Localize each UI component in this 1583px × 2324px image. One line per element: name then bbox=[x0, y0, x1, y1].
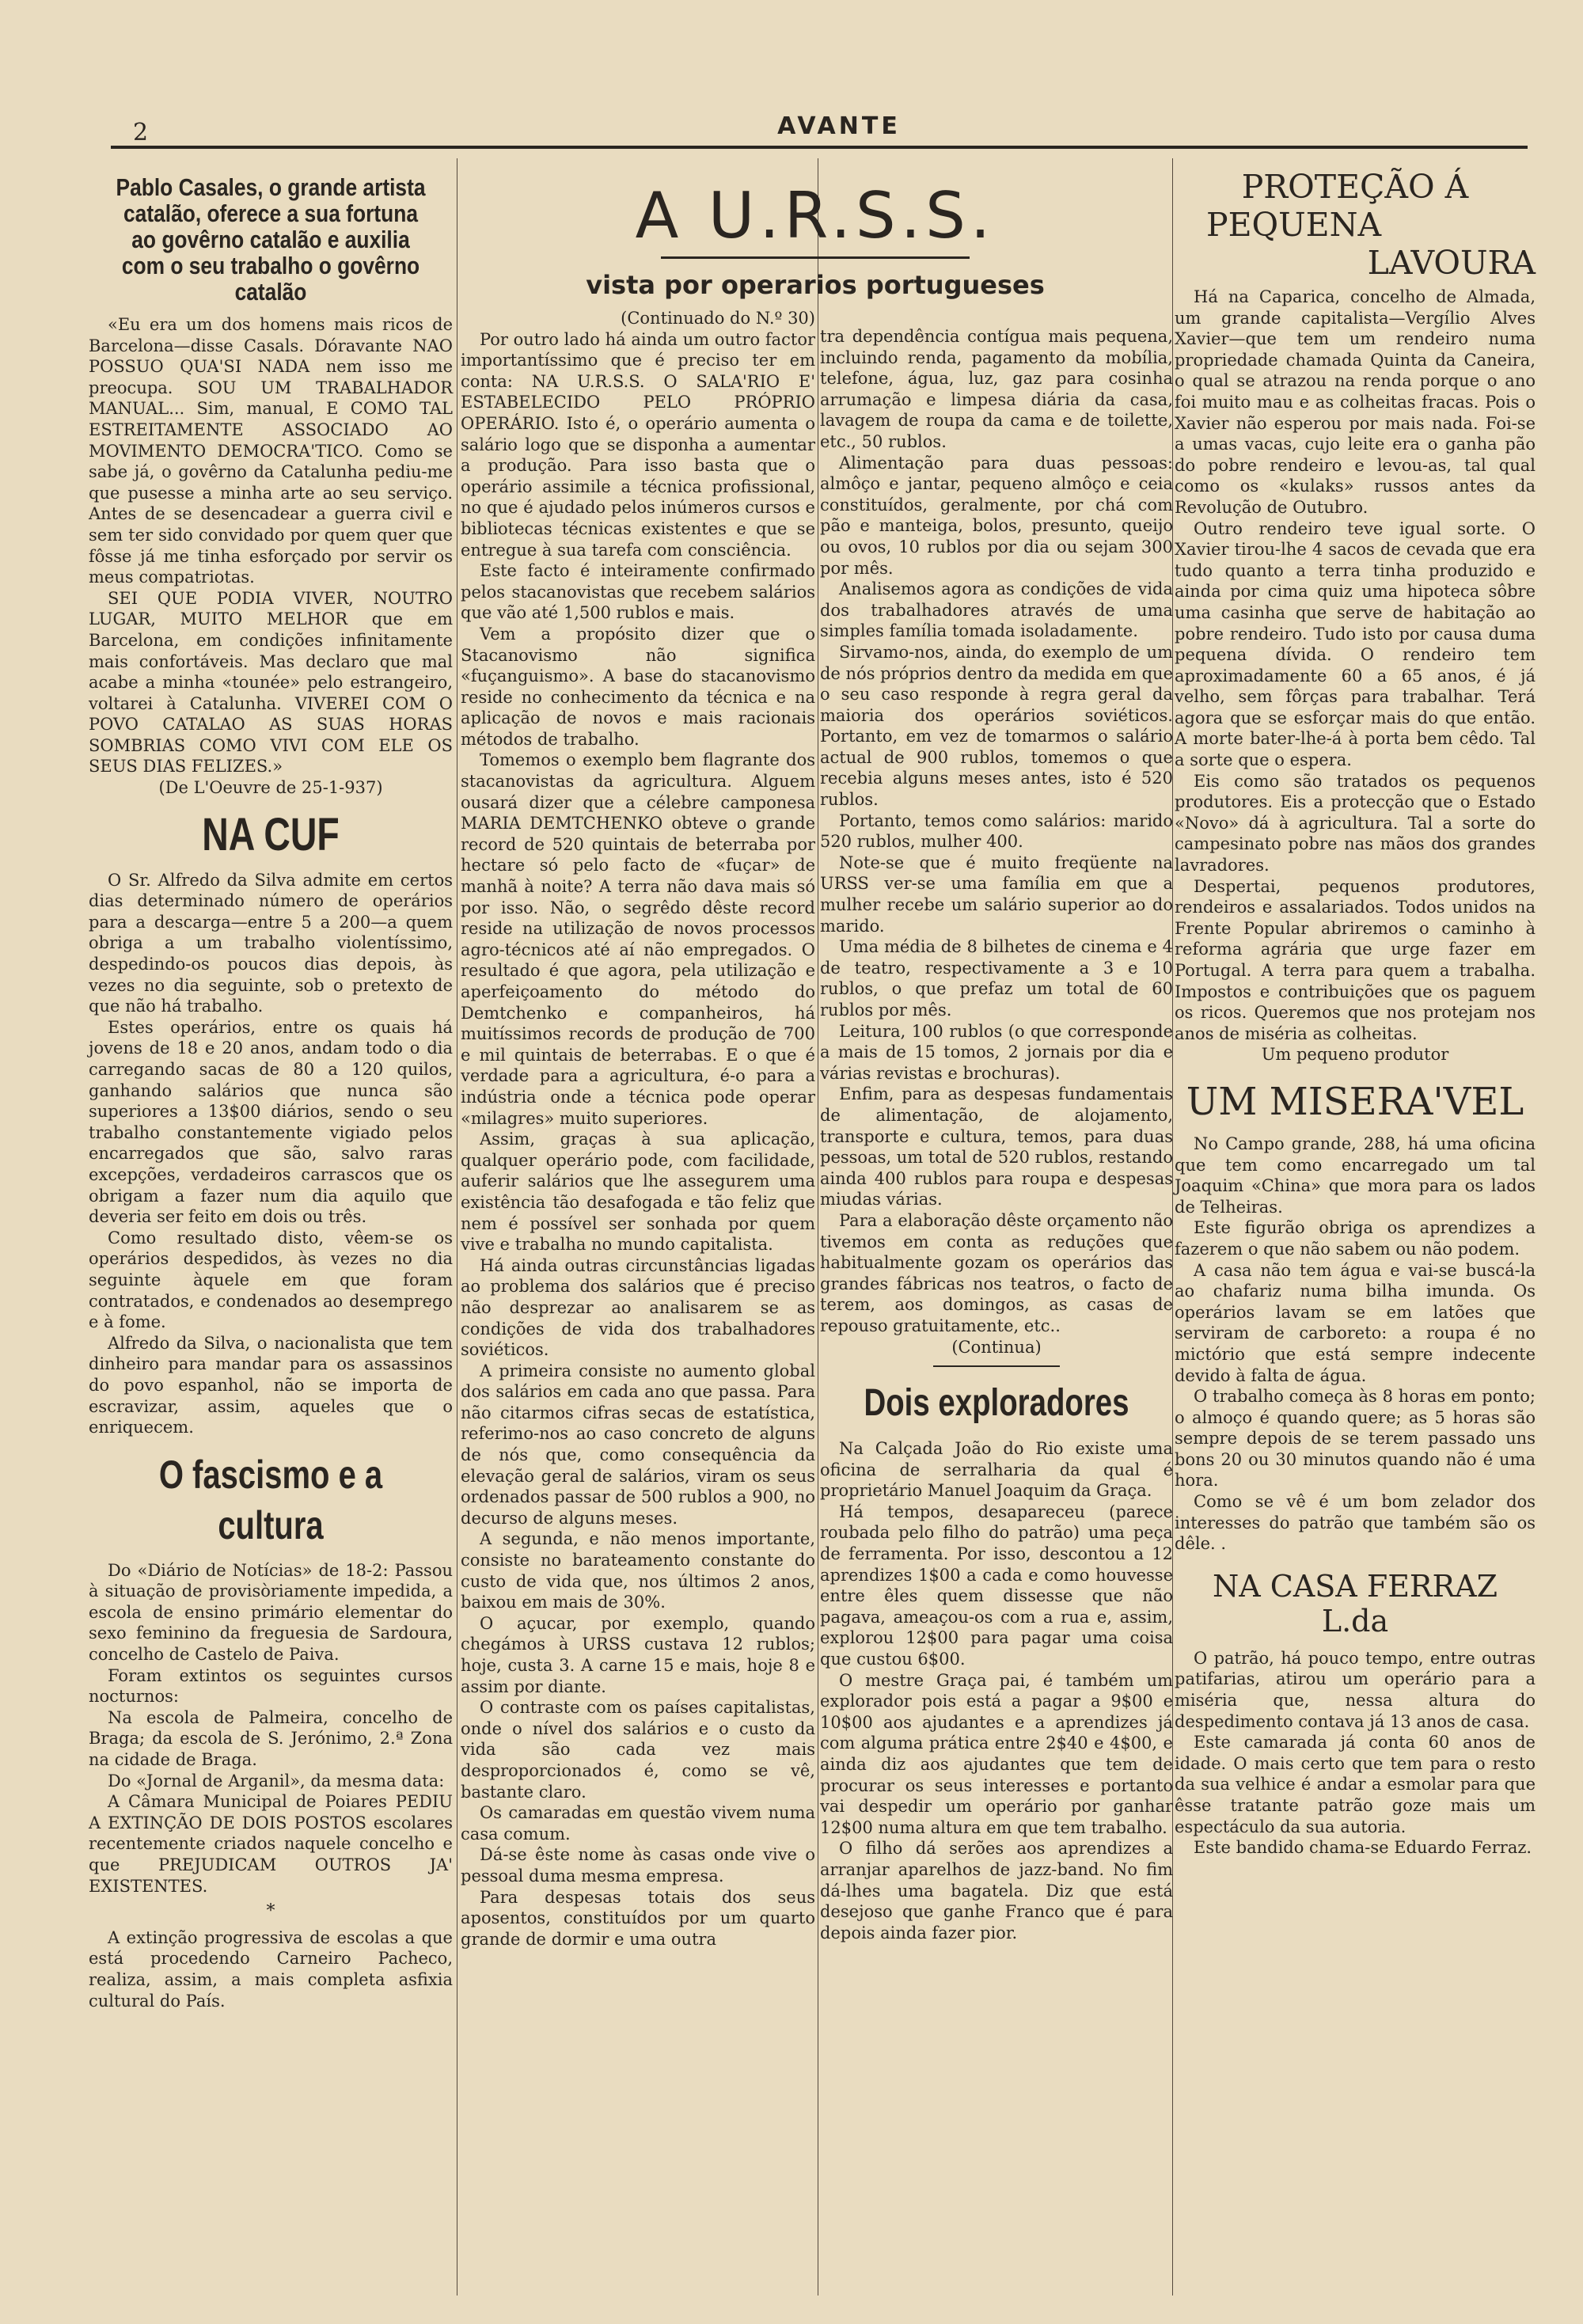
paragraph: Despertai, pequenos produtores, rendeiros e assalariados. Todos unidos na Frente Popular abriremos o caminho à reforma agrária que urge fazer em Portugal. A terra para quem a trabalha. Impostos e contribuições que os paguem os ricos. Queremos que nos protejam nos anos de miséria as colheitas. bbox=[1175, 876, 1536, 1043]
paragraph: SEI QUE PODIA VIVER, NOUTRO LUGAR, MUITO MELHOR que em Barcelona, em condições infinitamente mais confortáveis. Mas declaro que mal acabe a minha «tounée» pelo estrangeiro, voltarei à Catalunha. VIVEREI COM O POVO CATALAO AS SUAS HORAS SOMBRIAS COMO VIVI COM ELE OS SEUS DIAS FELIZES.» bbox=[89, 588, 453, 777]
paragraph: O Sr. Alfredo da Silva admite em certos dias determinado número de operários para a descarga—entre 5 a 200—a quem obriga a um trabalho violentíssimo, despedindo-os poucos dias depois, às vezes no dia seguinte, sob o pretexto de que não há trabalho. bbox=[89, 870, 453, 1016]
paragraph: Tomemos o exemplo bem flagrante dos stacanovistas da agricultura. Alguem ousará dizer que a célebre camponesa MARIA DEMTCHENKO obteve o grande record de 520 quintais de beterraba por hectare só pelo facto de «fuçar» de manhã à noite? A terra não dava mais só por isso. Não, o segrêdo dêste record reside na utilização de novos processos agro-técnicos até aí não empregados. O resultado é que agora, pela utilização e aperfeiçoamento do método do Demtchenko e companheiros, há muitíssimos records de produção de 700 e mil quintais de beterrabas. E o que é verdade para a agricultura, é-o para a indústria onde a técnica pode operar «milagres» muito superiores. bbox=[461, 750, 815, 1128]
paragraph: Há ainda outras circunstâncias ligadas ao problema dos salários que é preciso não desprezar ao analisarem se as condições de vida dos trabalhadores soviéticos. bbox=[461, 1255, 815, 1360]
paragraph: Estes operários, entre os quais há jovens de 18 e 20 anos, andam todo o dia carregando sacas de 80 a 120 quilos, ganhando salários que nunca são superiores a 13$00 diários, sendo o seu trabalho constantemente vigiado pelos encarregados que são, salvo raras excepções, verdadeiros carrascos que os obrigam a fazer num dia aquilo que deveria ser feito em dois ou três. bbox=[89, 1017, 453, 1227]
paragraph: tra dependência contígua mais pequena, incluindo renda, pagamento da mobília, telefone, água, luz, gaz para cosinha arrumação e limpesa diária da casa, lavagem de roupa da cama e de toilette, etc., 50 rublos. bbox=[820, 327, 1173, 451]
paragraph: Dá-se êste nome às casas onde vive o pessoal duma mesma empresa. bbox=[461, 1845, 815, 1885]
paragraph: A casa não tem água e vai-se buscá-la ao chafariz numa bilha imunda. Os operários lavam se em latões que serviram de carboreto: a roupa é no mictório que está sempre indecente devido à falta de água. bbox=[1175, 1260, 1536, 1385]
paragraph: Os camaradas em questão vivem numa casa comum. bbox=[461, 1803, 815, 1844]
article-headline-ferraz: NA CASA FERRAZ L.da bbox=[1212, 1568, 1498, 1639]
paragraph: Este bandido chama-se Eduardo Ferraz. bbox=[1194, 1838, 1532, 1858]
column-4 bbox=[1175, 158, 1536, 2296]
article-headline-cuf: NA CUF bbox=[202, 808, 340, 860]
paragraph: Outro rendeiro teve igual sorte. O Xavier tirou-lhe 4 sacos de cevada que era tudo quanto a terra tinha produzido e ainda por cima quiz uma hipoteca sôbre uma casinha que serve de habitação ao pobre rendeiro. Tudo isto por causa duma pequena dívida. O rendeiro tem aproximadamente 60 a 65 anos, é já velho, sem fôrças para trabalhar. Terá agora que se esforçar mais do que então. A morte bater-lhe-á à porta bem cêdo. Tal a sorte que o espera. bbox=[1175, 518, 1536, 770]
paragraph: O filho dá serões aos aprendizes a arranjar aparelhos de jazz-band. No fim dá-lhes uma bagatela. Diz que está desejoso que ganhe Franco que é para depois ainda fazer pior. bbox=[820, 1839, 1173, 1942]
paragraph: O trabalho começa às 8 horas em ponto; o almoço é quando quere; as 5 horas são sempre depois de se terem passado uns bons 20 ou 30 minutos quando não é uma hora. bbox=[1175, 1387, 1536, 1490]
headline-line: PROTEÇÃO Á bbox=[1241, 168, 1469, 206]
paragraph: Vem a propósito dizer que o Stacanovismo não significa «fuçanguismo». A base do stacanovismo reside no conhecimento da técnica e na aplicação de novos e mais racionais métodos de trabalho. bbox=[461, 624, 815, 749]
paragraph: Por outro lado há ainda um outro factor importantíssimo que é preciso ter em conta: NA U.R.S.S. O SALA'RIO E' ESTABELECIDO PELO PRÓPRIO OPERÁRIO. Isto é, o operário aumenta o salário logo que se disponha a aumentar a produção. Para isso basta que o operário assimile a técnica profissional, no que é ajudado pelos inúmeros cursos e bibliotecas técnicas existentes e que se entregue à sua tarefa com consciência. bbox=[461, 329, 815, 560]
header-rule bbox=[111, 146, 1528, 149]
paragraph: «Eu era um dos homens mais ricos de Barcelona—disse Casals. Dóravante NAO POSSUO QUA'SI NADA nem isso me preocupa. SOU UM TRABALHADOR MANUAL... Sim, manual, E COMO TAL ESTREITAMENTE ASSOCIADO AO MOVIMENTO DEMOCRA'TICO. Como se sabe já, o govêrno da Catalunha pediu-me que pusesse a minha arte ao seu serviço. Antes de se desencadear a guerra civil e sem ter sido convidado por quem quer que fôsse já me tinha esforçado por servir os meus compatriotas. bbox=[89, 315, 453, 587]
paragraph: Portanto, temos como salários: marido 520 rublos, mulher 400. bbox=[820, 811, 1173, 852]
paragraph: Do «Diário de Notícias» de 18-2: Passou à situação de provisòriamente impedida, a escola de ensino primário elementar do sexo feminino da freguesia de Sardoura, concelho de Castelo de Paiva. bbox=[89, 1560, 453, 1665]
paragraph: Foram extintos os seguintes cursos nocturnos: bbox=[89, 1665, 453, 1707]
paragraph: Sirvamo-nos, ainda, do exemplo de um de nós próprios dentro da medida em que o seu caso responde à regra geral da maioria dos operários soviéticos. Portanto, em vez de tomarmos o salário actual de 900 rublos, tomemos o que recebia alguns meses antes, isto é 520 rublos. bbox=[820, 642, 1173, 810]
article-source: (De L'Oeuvre de 25-1-937) bbox=[158, 778, 383, 798]
paragraph: A segunda, e não menos importante, consiste no barateamento constante do custo de vida que, nos últimos 2 anos, baixou em mais de 30%. bbox=[461, 1529, 815, 1612]
article-headline-casals: Pablo Casales, o grande artista catalão, oferece a sua fortuna ao govêrno catalão e auxilia com o seu trabalho o govêrno catalão bbox=[116, 173, 426, 306]
page-number: 2 bbox=[133, 119, 149, 146]
paragraph: Note-se que é muito freqüente na URSS ver-se uma família em que a mulher recebe um salário superior ao do marido. bbox=[820, 853, 1173, 936]
article-headline-miseravel: UM MISERA'VEL bbox=[1186, 1079, 1524, 1124]
paragraph: O açucar, por exemplo, quando chegámos à URSS custava 12 rublos; hoje, custa 3. A carne 15 e mais, hoje 8 e assim por diante. bbox=[461, 1613, 815, 1696]
paragraph: O mestre Graça pai, é também um explorador pois está a pagar a 9$00 e 10$00 aos ajudantes e a aprendizes já com alguma prática entre 2$40 e 4$00, e ainda diz aos ajudantes que tem de procurar os seus interesses e portanto vai despedir um operário por ganhar 12$00 numa altura em que tem trabalho. bbox=[820, 1670, 1173, 1837]
paragraph: Alfredo da Silva, o nacionalista que tem dinheiro para mandar para os assassinos do povo espanhol, não se importa de escravizar, assim, aqueles que o enriquecem. bbox=[89, 1333, 453, 1437]
urss-title-rule-wrap bbox=[461, 256, 1170, 259]
paragraph: Do «Jornal de Arganil», da mesma data: bbox=[108, 1771, 445, 1790]
headline-line: LAVOURA bbox=[1367, 244, 1536, 282]
paragraph: Eis como são tratados os pequenos produtores. Eis a protecção que o Estado «Novo» dá à agricultura. Tal a sorte do campesinato pobre nas mãos dos grandes lavradores. bbox=[1175, 771, 1536, 875]
masthead: AVANTE bbox=[777, 112, 901, 140]
continues-note: (Continua) bbox=[951, 1337, 1042, 1357]
paragraph: Alimentação para duas pessoas: almôço e jantar, pequeno almôço e ceia constituídos, geralmente, por chá com pão e manteiga, bolos, presunto, queijo ou ovos, 10 rublos por dia ou sejam 300 por mês. bbox=[820, 453, 1173, 578]
paragraph: Uma média de 8 bilhetes de cinema e 4 de teatro, respectivamente a 3 e 10 rublos, o que prefaz um total de 60 rublos por mês. bbox=[820, 937, 1173, 1020]
article-headline-protecao bbox=[1175, 168, 1536, 282]
column-1 bbox=[89, 158, 453, 2296]
paragraph: A primeira consiste no aumento global dos salários em cada ano que passa. Para não citarmos cifras secas de estatística, referimo-nos ao caso concreto de alguns de nós que, como consequência da elevação geral de salários, viram os seus ordenados passar de 500 rublos a 900, no decurso de alguns meses. bbox=[461, 1361, 815, 1528]
paragraph: Este camarada já conta 60 anos de idade. O mais certo que tem para o resto da sua velhice é andar a esmolar para que êsse tratante patrão goze mais um espectáculo da sua autoria. bbox=[1175, 1733, 1536, 1836]
paragraph: Analisemos agora as condições de vida dos trabalhadores através de uma simples família tomada isoladamente. bbox=[820, 579, 1173, 641]
paragraph: O contraste com os países capitalistas, onde o nível dos salários e o custo da vida são cada vez mais desproporcionados é, como se vê, bastante claro. bbox=[461, 1698, 815, 1802]
headline-line: PEQUENA bbox=[1206, 206, 1382, 244]
star-separator: * bbox=[266, 1901, 275, 1922]
paragraph: Assim, graças à sua aplicação, qualquer operário pode, com facilidade, auferir salários que lhe assegurem uma existência tão desafogada e tão feliz que nem é possível ser sonhada por quem vive e trabalha no mundo capitalista. bbox=[461, 1130, 815, 1255]
paragraph: No Campo grande, 288, há uma oficina que tem como encarregado um tal Joaquim «China» que mora para os lados de Telheiras. bbox=[1175, 1134, 1536, 1217]
paragraph: Como se vê é um bom zelador dos interesses do patrão que também são os dêle. . bbox=[1175, 1492, 1536, 1554]
urss-subtitle: vista por operarios portugueses bbox=[586, 270, 1045, 300]
paragraph: Enfim, para as despesas fundamentais de alimentação, de alojamento, transporte e cultura, temos, para duas pessoas, um total de 520 rublos, restando ainda 400 rublos para roupa e despesas miudas várias. bbox=[820, 1084, 1173, 1209]
urss-continued-from: (Continuado do N.º 30) bbox=[621, 309, 815, 328]
paragraph: Como resultado disto, vêem-se os operários despedidos, às vezes no dia seguinte àquele em que foram contratados, e condenados ao desemprego e à fome. bbox=[89, 1228, 453, 1332]
paragraph: Para despesas totais dos seus aposentos, constituídos por um quarto grande de dormir e uma outra bbox=[461, 1887, 815, 1949]
column-3 bbox=[820, 326, 1173, 2296]
paragraph: Leitura, 100 rublos (o que corresponde a mais de 15 tomos, 2 jornais por dia e várias revistas e brochuras). bbox=[820, 1021, 1173, 1083]
paragraph: Este facto é inteiramente confirmado pelos stacanovistas que recebem salários que vão até 1,500 rublos e mais. bbox=[461, 561, 815, 623]
paragraph: A extinção progressiva de escolas a que está procedendo Carneiro Pacheco, realiza, assim, a mais completa asfixia cultural do País. bbox=[89, 1927, 453, 2011]
urss-title-underline bbox=[661, 256, 970, 259]
paragraph: Há na Caparica, concelho de Almada, um grande capitalista—Vergílio Alves Xavier—que tem um rendeiro numa propriedade chamada Quinta da Caneira, o qual se atrazou na renda porque o ano foi muito mau e as colheitas fracas. Pois o Xavier não esperou por mais nada. Foi-se a umas vacas, cujo leite era o ganha pão do pobre rendeiro e levou-as, tal qual como os «kulaks» russos antes da Revolução de Outubro. bbox=[1175, 287, 1536, 517]
signature: Um pequeno produtor bbox=[1261, 1045, 1449, 1065]
article-headline-dois: Dois exploradores bbox=[864, 1382, 1129, 1425]
paragraph: O patrão, há pouco tempo, entre outras patifarias, atirou um operário para a miséria que, nessa altura do despedimento contava já 13 anos de casa. bbox=[1175, 1648, 1536, 1731]
paragraph: Na Calçada João do Rio existe uma oficina de serralharia da qual é proprietário Manuel Joaquim da Graça. bbox=[820, 1439, 1173, 1501]
separator-rule bbox=[933, 1365, 1060, 1367]
paragraph: Para a elaboração dêste orçamento não tivemos em conta as reduções que habitualmente gozam os operários das grandes fábricas nos teatros, o facto de terem, aos domingos, as casas de repouso gratuitamente, etc.. bbox=[820, 1210, 1173, 1335]
article-headline-fascismo: O fascismo e a cultura bbox=[158, 1452, 383, 1547]
paragraph: Há tempos, desapareceu (parece roubada pelo filho do patrão) uma peça de ferramenta. Por isso, descontou a 12 aprendizes 1$00 a cada e como houvesse entre êles quem dissesse que não pagava, ameaçou-os com a rua e, assim, explorou 12$00 para pagar uma coisa que custou 6$00. bbox=[820, 1502, 1173, 1669]
paragraph: A Câmara Municipal de Poiares PEDIU A EXTINÇÃO DE DOIS POSTOS escolares recentemente criados naquele concelho e que PREJUDICAM OUTROS JA' EXISTENTES. bbox=[89, 1792, 453, 1896]
urss-title: A U.R.S.S. bbox=[635, 179, 996, 253]
paragraph: Este figurão obriga os aprendizes a fazerem o que não sabem ou não podem. bbox=[1175, 1218, 1536, 1259]
paragraph: Na escola de Palmeira, concelho de Braga; da escola de S. Jerónimo, 2.ª Zona na cidade de Braga. bbox=[89, 1707, 453, 1770]
